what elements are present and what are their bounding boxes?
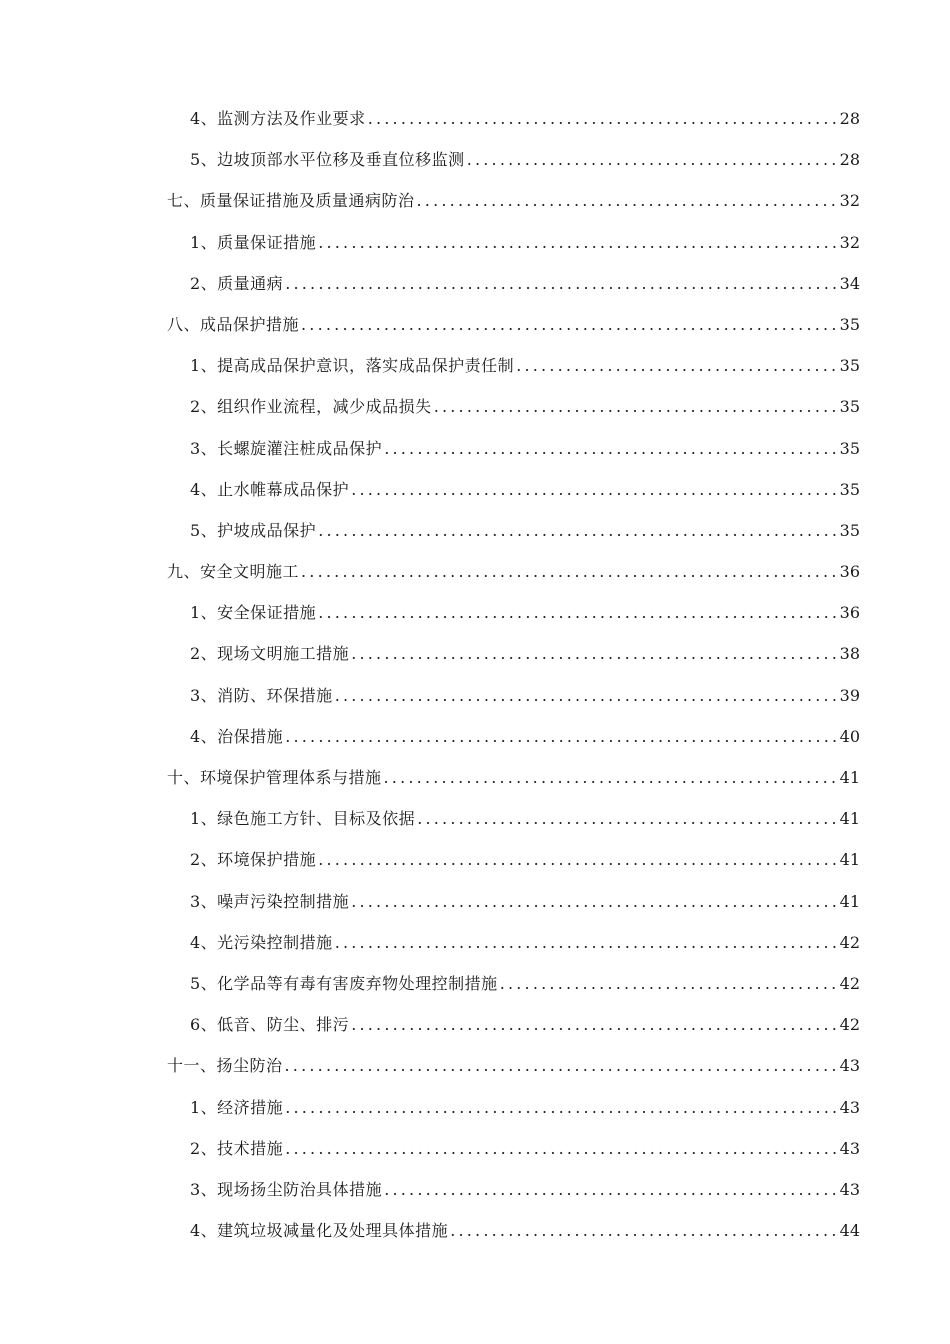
toc-dot-leader xyxy=(316,592,838,633)
toc-page-number: 32 xyxy=(839,232,860,252)
toc-entry-title: 十、环境保护管理体系与措施 xyxy=(167,768,382,787)
toc-dot-leader xyxy=(382,757,838,798)
toc-entry-title: 1、提高成品保护意识，落实成品保护责任制 xyxy=(190,356,515,376)
toc-page-number: 35 xyxy=(839,356,860,376)
toc-page-number: 35 xyxy=(839,397,860,417)
toc-entry-title: 5、护坡成品保护 xyxy=(190,520,317,540)
toc-entry-title: 十一、扬尘防治 xyxy=(167,1056,283,1076)
toc-entry-title: 5、化学品等有毒有害废弃物处理控制措施 xyxy=(190,973,498,993)
toc-entry-title: 4、止水帷幕成品保护 xyxy=(190,479,350,499)
toc-page-number: 41 xyxy=(839,850,860,870)
toc-entry-title: 4、监测方法及作业要求 xyxy=(190,109,366,128)
toc-entry-title: 1、经济措施 xyxy=(190,1097,284,1117)
toc-entry[interactable] xyxy=(0,139,860,180)
toc-dot-leader xyxy=(514,345,838,386)
toc-entry-title: 2、技术措施 xyxy=(190,1138,284,1158)
toc-entry-title: 1、质量保证措施 xyxy=(190,232,317,252)
toc-page-number: 28 xyxy=(839,150,860,170)
toc-entry-title: 3、消防、环保措施 xyxy=(190,685,333,705)
toc-page-number: 41 xyxy=(839,891,860,911)
toc-entry[interactable] xyxy=(0,963,860,1004)
toc-page-number: 43 xyxy=(839,1179,860,1199)
toc-page-number: 35 xyxy=(839,438,860,458)
toc-dot-leader xyxy=(382,1169,838,1210)
toc-entry-title: 七、质量保证措施及质量通病防治 xyxy=(167,191,415,211)
toc-dot-leader xyxy=(283,1128,838,1169)
toc-section-entry[interactable] xyxy=(0,757,860,798)
toc-dot-leader xyxy=(366,98,838,139)
toc-dot-leader xyxy=(349,1004,838,1045)
toc-entry-title: 2、质量通病 xyxy=(190,273,284,293)
toc-entry[interactable] xyxy=(0,881,860,922)
toc-page-number: 36 xyxy=(839,562,860,582)
toc-entry-title: 九、安全文明施工 xyxy=(167,562,300,582)
toc-entry[interactable] xyxy=(0,839,860,880)
toc-dot-leader xyxy=(415,180,838,221)
toc-entry-title: 3、噪声污染控制措施 xyxy=(190,891,350,911)
toc-dot-leader xyxy=(349,469,838,510)
toc-entry[interactable] xyxy=(0,716,860,757)
toc-section-entry[interactable] xyxy=(0,304,860,345)
toc-entry[interactable] xyxy=(0,633,860,674)
toc-dot-leader xyxy=(316,839,838,880)
toc-dot-leader xyxy=(299,551,838,592)
toc-entry-title: 3、长螺旋灌注桩成品保护 xyxy=(190,438,383,458)
toc-dot-leader xyxy=(283,263,838,304)
toc-page-number: 44 xyxy=(839,1221,860,1241)
toc-dot-leader xyxy=(349,881,838,922)
toc-page-number: 35 xyxy=(839,479,860,499)
toc-page-number: 34 xyxy=(839,273,860,293)
toc-dot-leader xyxy=(465,139,838,180)
toc-page-number: 43 xyxy=(839,1056,860,1076)
toc-entry-title: 2、环境保护措施 xyxy=(190,850,317,870)
toc-dot-leader xyxy=(349,633,838,674)
toc-page-number: 42 xyxy=(839,1015,860,1035)
toc-entry[interactable] xyxy=(0,592,860,633)
toc-section-entry[interactable] xyxy=(0,180,860,221)
toc-entry[interactable] xyxy=(0,222,860,263)
toc-page-number: 32 xyxy=(839,191,860,211)
toc-entry-title: 1、绿色施工方针、目标及依据 xyxy=(190,809,416,829)
toc-page-number: 41 xyxy=(839,768,860,787)
toc-entry[interactable] xyxy=(0,469,860,510)
toc-entry[interactable] xyxy=(0,98,860,139)
toc-entry-title: 4、治保措施 xyxy=(190,726,284,746)
toc-dot-leader xyxy=(333,675,838,716)
toc-entry[interactable] xyxy=(0,386,860,427)
toc-section-entry[interactable] xyxy=(0,551,860,592)
toc-dot-leader xyxy=(283,716,838,757)
toc-entry[interactable] xyxy=(0,1169,860,1210)
toc-dot-leader xyxy=(432,386,838,427)
toc-dot-leader xyxy=(448,1210,838,1251)
toc-entry-title: 5、边坡顶部水平位移及垂直位移监测 xyxy=(190,150,465,170)
toc-dot-leader xyxy=(316,510,838,551)
toc-entry-title: 2、现场文明施工措施 xyxy=(190,644,350,664)
toc-entry[interactable] xyxy=(0,1004,860,1045)
toc-dot-leader xyxy=(333,922,838,963)
toc-entry-title: 4、光污染控制措施 xyxy=(190,932,333,952)
toc-entry-title: 2、组织作业流程，减少成品损失 xyxy=(190,397,432,417)
toc-dot-leader xyxy=(316,222,838,263)
toc-page-number: 35 xyxy=(839,520,860,540)
toc-section-entry[interactable] xyxy=(0,1045,860,1086)
toc-entry[interactable] xyxy=(0,428,860,469)
toc-page-number: 39 xyxy=(839,685,860,705)
toc-entry[interactable] xyxy=(0,345,860,386)
toc-page-number: 42 xyxy=(839,932,860,952)
toc-entry-title: 6、低音、防尘、排污 xyxy=(190,1015,350,1035)
toc-entry-title: 1、安全保证措施 xyxy=(190,603,317,623)
toc-dot-leader xyxy=(382,428,838,469)
toc-entry-title: 4、建筑垃圾减量化及处理具体措施 xyxy=(190,1221,449,1241)
toc-entry[interactable] xyxy=(0,263,860,304)
toc-page-number: 43 xyxy=(839,1138,860,1158)
toc-page-number: 40 xyxy=(839,726,860,746)
toc-dot-leader xyxy=(283,1045,838,1086)
toc-entry-title: 八、成品保护措施 xyxy=(167,314,300,334)
toc-entry[interactable] xyxy=(0,510,860,551)
table-of-contents xyxy=(0,98,950,1251)
toc-dot-leader xyxy=(299,304,838,345)
toc-page-number: 41 xyxy=(839,809,860,829)
toc-entry[interactable] xyxy=(0,798,860,839)
toc-entry-title: 3、现场扬尘防治具体措施 xyxy=(190,1179,383,1199)
toc-entry[interactable] xyxy=(0,675,860,716)
toc-entry[interactable] xyxy=(0,1128,860,1169)
toc-page-number: 28 xyxy=(839,109,860,128)
toc-page-number: 43 xyxy=(839,1097,860,1117)
toc-page-number: 35 xyxy=(839,314,860,334)
toc-page-number: 36 xyxy=(839,603,860,623)
toc-page-number: 38 xyxy=(839,644,860,664)
toc-page-number: 42 xyxy=(839,973,860,993)
toc-entry[interactable] xyxy=(0,922,860,963)
toc-dot-leader xyxy=(415,798,838,839)
toc-entry[interactable] xyxy=(0,1210,860,1251)
toc-dot-leader xyxy=(283,1087,838,1128)
toc-dot-leader xyxy=(498,963,838,1004)
toc-entry[interactable] xyxy=(0,1087,860,1128)
